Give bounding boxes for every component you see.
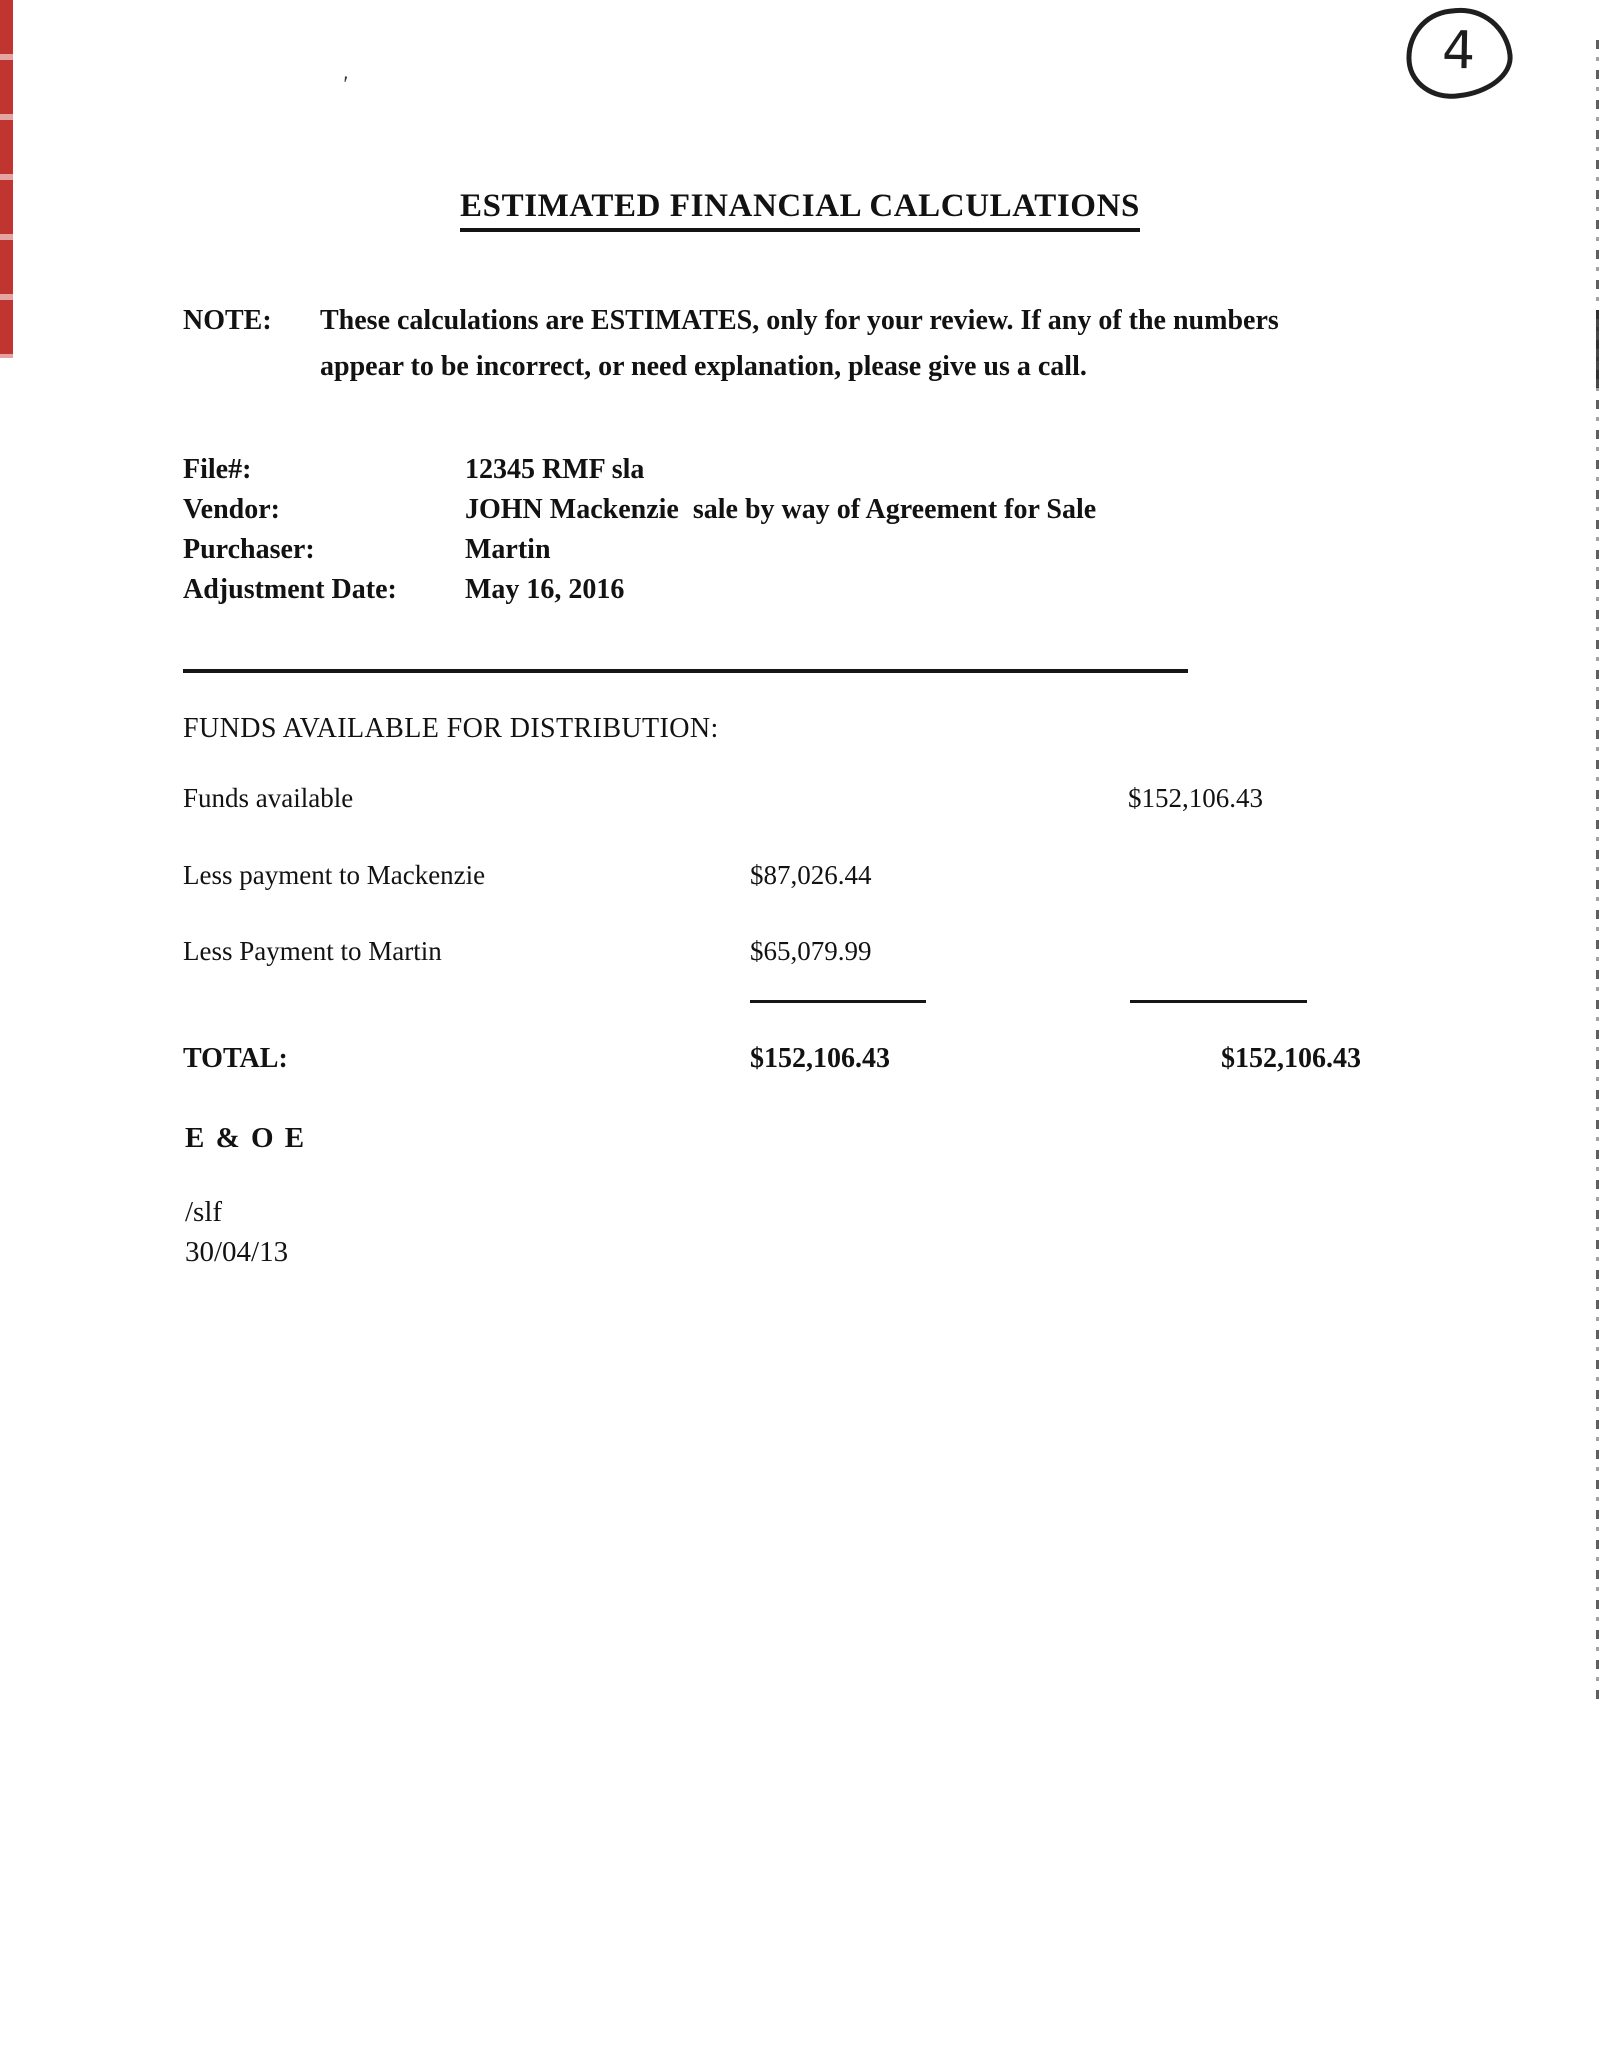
total-label: TOTAL:	[183, 1043, 288, 1074]
info-value: JOHN Mackenzie sale by way of Agreement for Sale	[465, 494, 1097, 525]
payment-mackenzie-row	[183, 860, 872, 891]
info-value: 12345 RMF sla	[465, 454, 645, 485]
info-label: Adjustment Date:	[183, 574, 397, 605]
info-row-file-number	[183, 450, 1096, 490]
row-label: Funds available	[183, 783, 354, 813]
funds-available-row	[183, 783, 1263, 814]
distribution-heading: FUNDS AVAILABLE FOR DISTRIBUTION:	[183, 713, 719, 744]
amount-right: $152,106.43	[1128, 783, 1263, 813]
note-label: NOTE:	[183, 305, 272, 336]
info-value: Martin	[465, 534, 551, 565]
right-edge-scan-artifact	[1596, 40, 1599, 1700]
section-divider-line	[183, 669, 1188, 673]
note-block	[183, 298, 1425, 390]
handwritten-page-number: 4	[1441, 20, 1477, 82]
right-edge-scan-artifact-solid	[1596, 310, 1599, 388]
amount-middle: $87,026.44	[750, 860, 872, 890]
file-info-block	[183, 450, 1096, 610]
document-title: ESTIMATED FINANCIAL CALCULATIONS	[460, 188, 1140, 232]
info-label: File#:	[183, 454, 252, 485]
total-amount-middle: $152,106.43	[750, 1043, 890, 1074]
info-row-purchaser	[183, 530, 1096, 570]
title-row	[0, 188, 1600, 232]
row-label: Less payment to Mackenzie	[183, 860, 486, 890]
info-label: Purchaser:	[183, 534, 315, 565]
amount-underline-right	[1130, 1000, 1307, 1003]
date-stamp: 30/04/13	[185, 1236, 289, 1268]
payment-martin-row	[183, 936, 872, 967]
amount-underline-middle	[750, 1000, 926, 1003]
row-label: Less Payment to Martin	[183, 936, 442, 966]
note-text-line2: appear to be incorrect, or need explanation, please give us a call.	[320, 351, 1087, 382]
red-edge-scan-strip	[0, 0, 13, 358]
handwritten-page-circle	[1402, 3, 1517, 104]
info-row-adjustment-date	[183, 570, 1096, 610]
info-row-vendor	[183, 490, 1096, 530]
typist-initials: /slf	[185, 1196, 223, 1228]
note-text	[320, 298, 1425, 390]
typist-block	[185, 1192, 288, 1272]
eoe-note: E & O E	[185, 1122, 307, 1154]
total-amount-right: $152,106.43	[1221, 1043, 1361, 1074]
info-value: May 16, 2016	[465, 574, 625, 605]
stray-ink-mark: '	[339, 71, 350, 99]
amount-middle: $65,079.99	[750, 936, 872, 966]
note-text-line1: These calculations are ESTIMATES, only for your review. If any of the numbers	[320, 305, 1279, 336]
info-label: Vendor:	[183, 494, 280, 525]
total-row	[183, 1043, 1361, 1075]
